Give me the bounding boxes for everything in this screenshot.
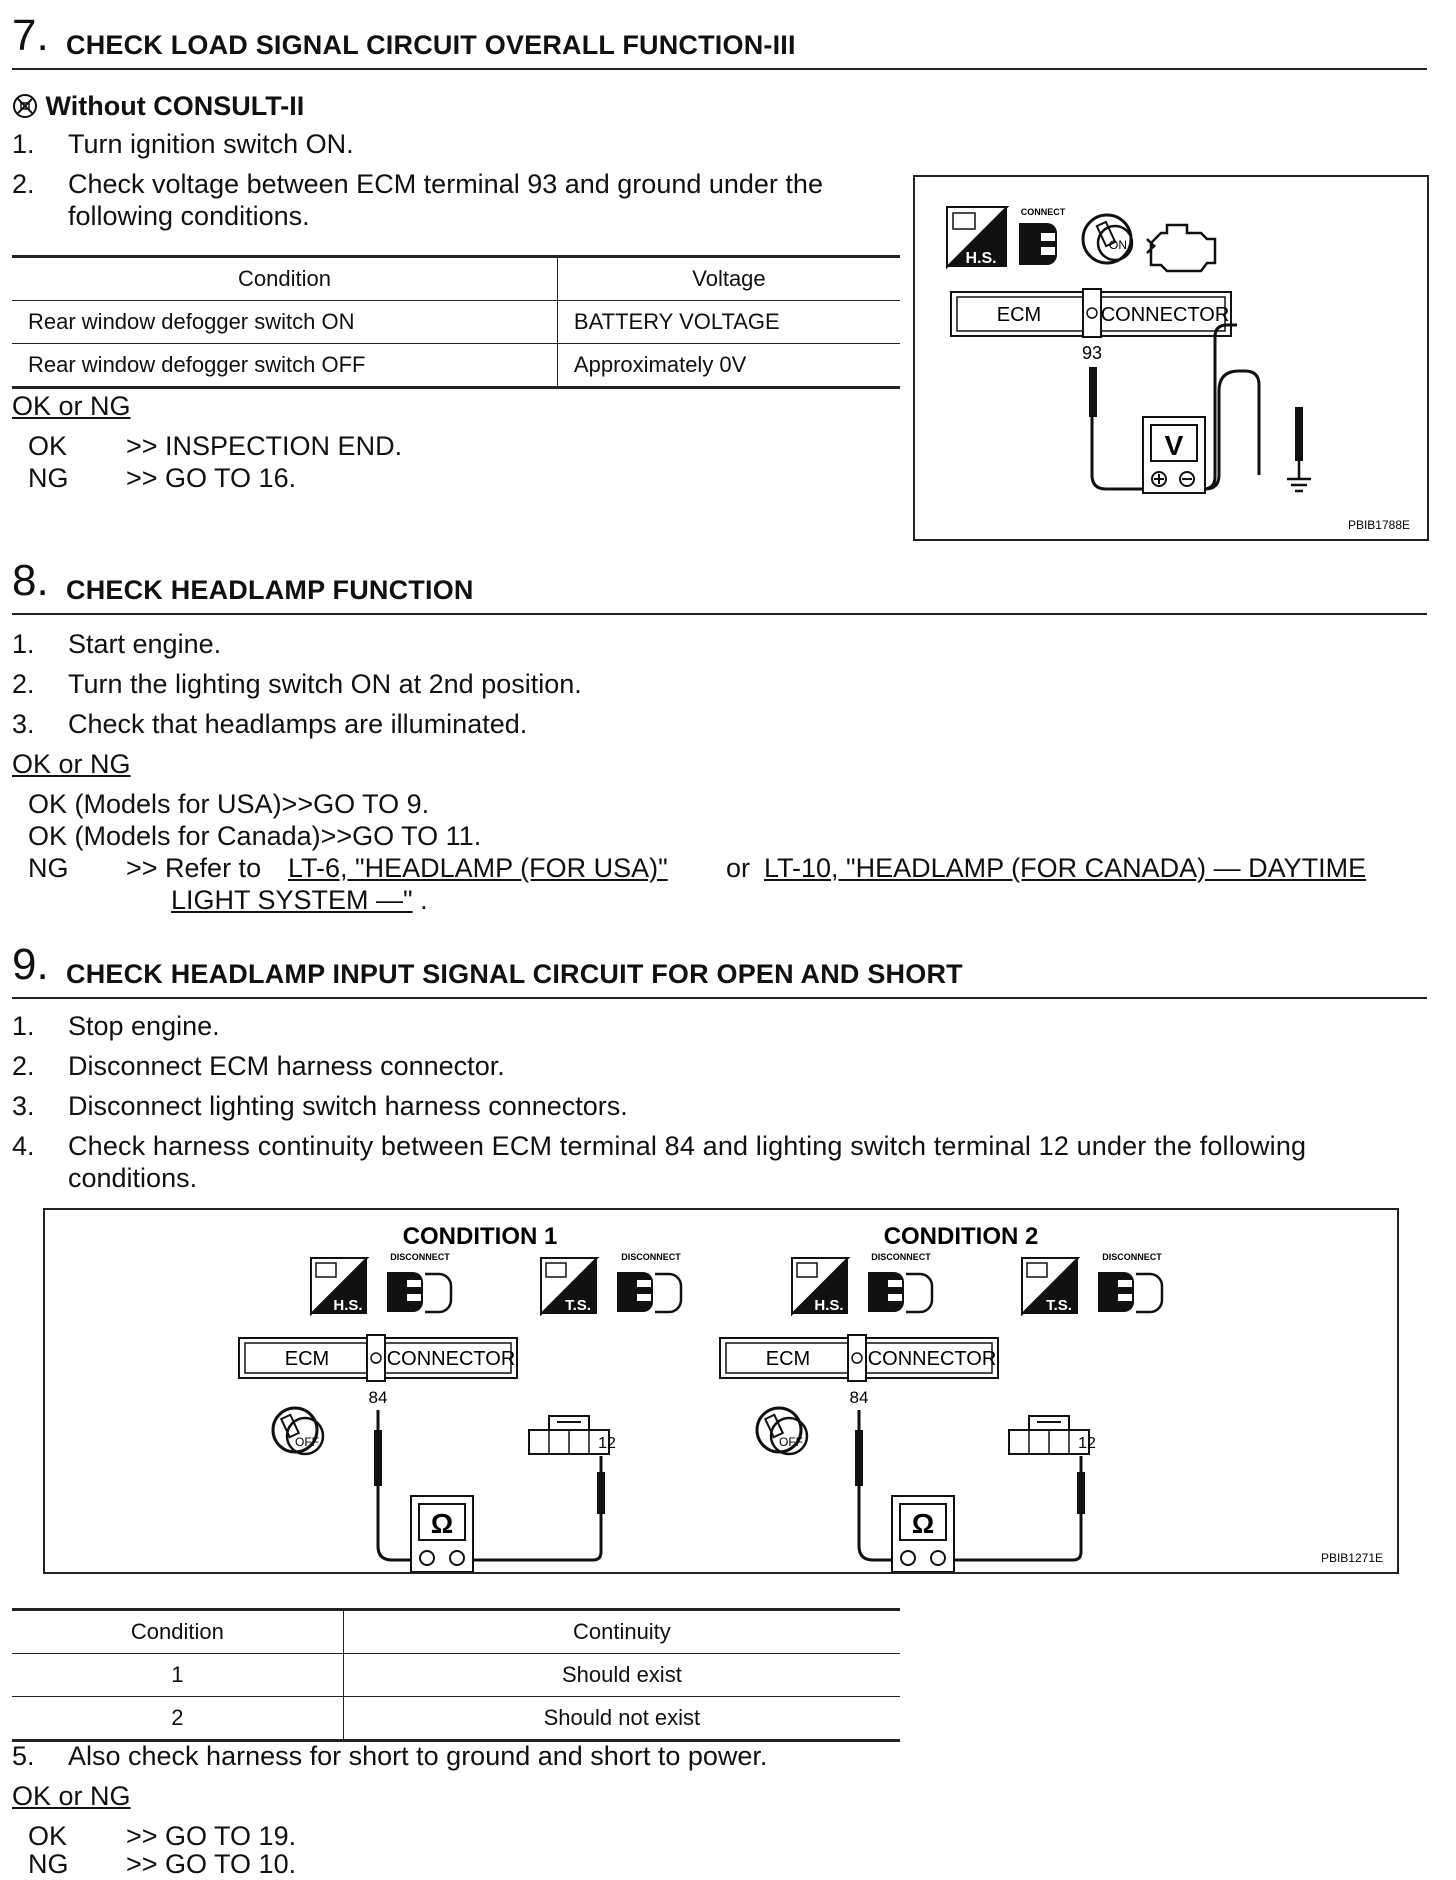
step-title: CHECK HEADLAMP INPUT SIGNAL CIRCUIT FOR OPEN AND SHORT [66,959,963,989]
probe-black [1295,407,1303,461]
probe-black [597,1472,605,1514]
meter-label: Ω [430,1508,454,1539]
result-text: >> Refer to [126,853,262,883]
continuity-table [12,1608,900,1742]
result-text: >> INSPECTION END. [126,431,403,461]
disconnect-icon [868,1272,932,1312]
ts-label: T.S. [1046,1297,1072,1314]
lighting-switch-connector-icon [529,1416,609,1454]
step-number: 8. [12,556,49,605]
table-header: Condition [12,257,557,301]
disconnect-label: DISCONNECT [621,1252,681,1262]
voltage-table [12,255,900,389]
switch-terminal-label: 12 [598,1435,616,1452]
continuity-check-diagram [43,1208,1399,1574]
probe-red [1077,1472,1085,1514]
table-cell: Should exist [343,1654,900,1697]
disconnect-icon [387,1272,451,1312]
ok-or-ng-label: OK or NG [12,391,131,421]
link-lt10[interactable]: LT-10, "HEADLAMP (FOR CANADA) — DAYTIME [764,853,1367,883]
table-cell: BATTERY VOLTAGE [557,301,900,344]
table-cell: Should not exist [343,1697,900,1741]
item-number: 2. [12,1051,35,1081]
probe-red [1089,367,1097,417]
step-8-header [12,553,1427,615]
step-title: CHECK LOAD SIGNAL CIRCUIT OVERALL FUNCTION-III [66,30,796,60]
item-number: 3. [12,709,35,739]
item-text: Turn the lighting switch ON at 2nd position. [68,669,582,699]
item-number: 1. [12,129,35,159]
step-number: 9. [12,940,49,989]
meter-label: V [1164,430,1184,461]
table-cell: 2 [12,1697,343,1741]
table-row [12,301,900,344]
period: . [420,885,428,915]
lighting-switch-connector-icon [1009,1416,1089,1454]
ts-label: T.S. [565,1297,591,1314]
item-text: Start engine. [68,629,222,659]
condition-1-title: CONDITION 1 [402,1223,558,1250]
ecm-label: ECM [284,1348,330,1370]
result-key: OK [28,1821,68,1851]
table-cell: 1 [12,1654,343,1697]
item-text: Turn ignition switch ON. [68,129,354,159]
probe-red [374,1430,382,1486]
result-ok-usa: OK (Models for USA)>>GO TO 9. [28,789,430,819]
off-label: OFF [779,1435,803,1449]
figure-code: PBIB1788E [1347,518,1410,532]
result-key: NG [28,463,69,493]
connector-label: CONNECTOR [1100,304,1230,326]
item-text: Disconnect ECM harness connector. [68,1051,505,1081]
or-text: or [726,853,751,883]
ok-or-ng-label: OK or NG [12,1781,131,1811]
result-key: OK [28,431,68,461]
table-cell: Rear window defogger switch OFF [12,344,557,388]
item-number: 2. [12,669,35,699]
without-consult-text: Without CONSULT-II [45,91,305,121]
result-text: >> GO TO 19. [126,1821,297,1851]
item-text: Stop engine. [68,1011,220,1041]
ground-icon [1287,461,1311,491]
table-header: Condition [12,1610,343,1654]
item-text: Check harness continuity between ECM terminal 84 and lighting switch terminal 12 under the following [68,1131,1307,1161]
step-number: 7. [12,11,49,60]
meter-label: Ω [911,1508,935,1539]
disconnect-icon [617,1272,681,1312]
table-header: Voltage [557,257,900,301]
item-number: 1. [12,629,35,659]
probe-black [855,1430,863,1486]
result-text: >> GO TO 16. [126,463,297,493]
hs-label: H.S. [965,250,997,267]
terminal-label: 93 [1081,343,1103,363]
item-number: 5. [12,1741,35,1771]
result-text: >> GO TO 10. [126,1849,297,1879]
hs-label: H.S. [333,1297,363,1314]
result-ok-canada: OK (Models for Canada)>>GO TO 11. [28,821,482,851]
condition-2-title: CONDITION 2 [883,1223,1039,1250]
item-text: Also check harness for short to ground and short to power. [68,1741,768,1771]
step-7-header [12,8,1427,70]
ecm-label: ECM [765,1348,811,1370]
table-cell: Approximately 0V [557,344,900,388]
item-text-continued: following conditions. [68,201,310,231]
link-lt6[interactable]: LT-6, "HEADLAMP (FOR USA)" [288,853,668,883]
no-consult-icon [12,93,38,119]
switch-terminal-label: 12 [1078,1435,1096,1452]
step-title: CHECK HEADLAMP FUNCTION [66,575,474,605]
table-row [12,1654,900,1697]
table-cell: Rear window defogger switch ON [12,301,557,344]
ecm-terminal-label: 84 [849,1388,869,1407]
item-text: Check that headlamps are illuminated. [68,709,528,739]
item-number: 3. [12,1091,35,1121]
disconnect-label: DISCONNECT [1102,1252,1162,1262]
item-number: 4. [12,1131,35,1161]
result-key: NG [28,853,69,883]
table-header: Continuity [343,1610,900,1654]
item-text: Disconnect lighting switch harness connectors. [68,1091,628,1121]
item-number: 2. [12,169,35,199]
off-label: OFF [295,1435,319,1449]
on-label: ON [1109,238,1127,252]
table-row [12,1697,900,1741]
without-consult-label [12,90,304,122]
result-key: NG [28,1849,69,1879]
result-ng-continued [171,884,428,916]
connector-label: CONNECTOR [386,1348,516,1370]
disconnect-label: DISCONNECT [390,1252,450,1262]
figure-code: PBIB1271E [1320,1551,1383,1565]
item-text-continued: conditions. [68,1163,198,1193]
voltage-check-diagram [913,175,1429,541]
ok-or-ng-label: OK or NG [12,749,131,779]
link-lt10-continued[interactable]: LIGHT SYSTEM —" [171,885,413,915]
item-number: 1. [12,1011,35,1041]
step-9-header [12,937,1427,999]
engine-icon [1147,225,1215,271]
ecm-label: ECM [996,304,1042,326]
ecm-terminal-label: 84 [368,1388,388,1407]
table-row [12,344,900,388]
hs-label: H.S. [814,1297,844,1314]
connector-icon [1019,223,1057,265]
connect-label: CONNECT [1020,207,1066,217]
disconnect-label: DISCONNECT [871,1252,931,1262]
disconnect-icon [1098,1272,1162,1312]
connector-label: CONNECTOR [867,1348,997,1370]
item-text: Check voltage between ECM terminal 93 and ground under the [68,169,823,199]
